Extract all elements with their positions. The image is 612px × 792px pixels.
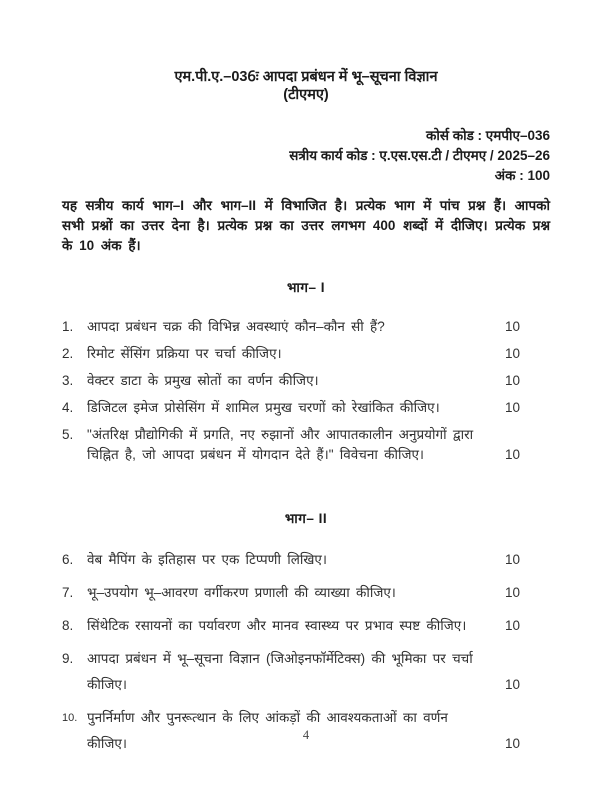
question-marks: 10 — [504, 618, 520, 633]
assignment-code: सत्रीय कार्य कोड : ए.एस.एस.टी / टीएमए / 2025–26 — [289, 148, 550, 163]
section-heading-part2: भाग– II — [284, 511, 328, 526]
question-text: वेब मैपिंग के इतिहास पर एक टिप्पणी लिखिए। — [87, 552, 327, 567]
question-number: 5. — [62, 427, 74, 442]
question-marks: 10 — [504, 319, 520, 334]
instructions-paragraph: यह सत्रीय कार्य भाग–I और भाग–II में विभाजित है। प्रत्येक भाग में पांच प्रश्न हैं। आपको सभी प्रश्नों का उत्तर देना है। प्रत्येक प्रश्न का उत्तर लगभग 400 शब्दों में दीजिए। प्रत्येक प्रश्न के 10 अंक हैं। — [62, 198, 550, 253]
question-marks: 10 — [504, 447, 520, 462]
question-row — [62, 580, 520, 606]
course-meta — [62, 126, 550, 186]
question-marks: 10 — [504, 346, 520, 361]
question-text: वेक्टर डाटा के प्रमुख स्रोतों का वर्णन कीजिए। — [87, 373, 319, 388]
question-number: 1. — [62, 319, 74, 334]
question-marks: 10 — [504, 585, 520, 600]
course-title-line1: एम.पी.ए.–036ः आपदा प्रबंधन में भू–सूचना विज्ञान — [174, 69, 438, 85]
question-number: 7. — [62, 585, 74, 600]
question-row — [62, 371, 520, 391]
question-text: "अंतरिक्ष प्रौद्योगिकी में प्रगति, नए रुझानों और आपातकालीन अनुप्रयोगों द्वारा चिह्नित है, जो आपदा प्रबंधन में योगदान देते हैं।" विवेचना कीजिए। — [87, 427, 474, 462]
question-number: 9. — [62, 651, 74, 666]
question-list-part2 — [62, 547, 550, 757]
question-row — [62, 398, 520, 418]
question-text: पुनर्निर्माण और पुनरूत्थान के लिए आंकड़ों की आवश्यकताओं का वर्णन कीजिए। — [87, 710, 448, 751]
question-row — [62, 344, 520, 364]
question-text: भू–उपयोग भू–आवरण वर्गीकरण प्रणाली की व्याख्या कीजिए। — [87, 585, 396, 600]
question-text: सिंथेटिक रसायनों का पर्यावरण और मानव स्वास्थ्य पर प्रभाव स्पष्ट कीजिए। — [87, 618, 467, 633]
question-number: 8. — [62, 618, 74, 633]
question-row — [62, 547, 520, 573]
section-heading-part1: भाग– I — [286, 280, 326, 295]
question-marks: 10 — [504, 373, 520, 388]
question-row — [62, 646, 520, 698]
question-row — [62, 317, 520, 337]
question-marks: 10 — [504, 552, 520, 567]
course-code: कोर्स कोड : एमपीए–036 — [425, 128, 550, 143]
question-marks: 10 — [504, 736, 520, 751]
question-list-part1 — [62, 317, 550, 465]
question-marks: 10 — [504, 400, 520, 415]
question-row — [62, 613, 520, 639]
course-title-line2: (टीएमए) — [283, 87, 329, 103]
question-number: 3. — [62, 373, 74, 388]
page-number: 4 — [302, 728, 310, 742]
total-marks: अंक : 100 — [494, 168, 550, 183]
question-number: 10. — [62, 712, 78, 724]
question-text: रिमोट सेंसिंग प्रक्रिया पर चर्चा कीजिए। — [87, 346, 282, 361]
question-text: डिजिटल इमेज प्रोसेसिंग में शामिल प्रमुख चरणों को रेखांकित कीजिए। — [87, 400, 440, 415]
question-row — [62, 425, 520, 465]
section-divider-space — [62, 472, 550, 487]
document-title — [62, 68, 550, 104]
question-text: आपदा प्रबंधन चक्र की विभिन्न अवस्थाएं कौन–कौन सी हैं? — [87, 319, 385, 334]
question-number: 2. — [62, 346, 74, 361]
question-number: 6. — [62, 552, 74, 567]
question-number: 4. — [62, 400, 74, 415]
question-text: आपदा प्रबंधन में भू–सूचना विज्ञान (जिओइनफॉर्मेटिक्स) की भूमिका पर चर्चा कीजिए। — [87, 651, 473, 692]
question-marks: 10 — [504, 677, 520, 692]
